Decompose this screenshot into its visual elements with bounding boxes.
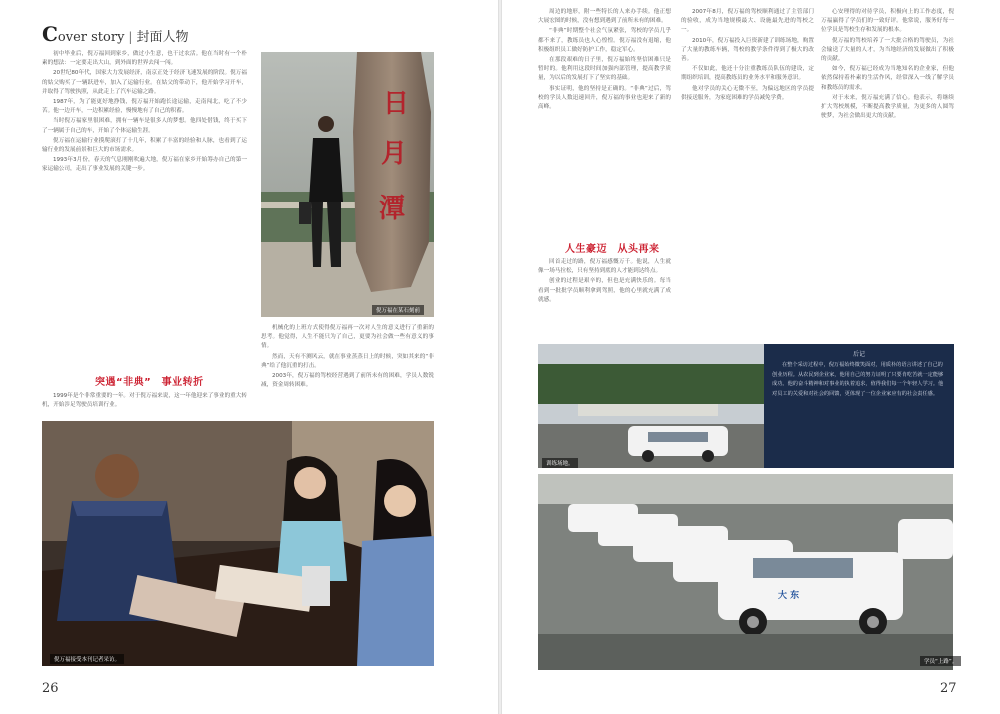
paragraph: 周边的地形，附一些特长的人来办手续。他正想大展宏图的时候，没有想到遇到了前所未有的困难。	[538, 9, 671, 25]
stone-photo-caption: 倪万福在某石刻前	[372, 305, 424, 315]
text-column-1	[42, 50, 247, 360]
paragraph: 不仅如此，他还十分注重教练员队伍的建设，定期组织培训，提高教练员的业务水平和服务意识。	[681, 66, 814, 82]
interview-photo-caption: 倪万福接受本刊记者采访。	[50, 654, 124, 664]
afterword-body: 在整个采访过程中，倪万福始终微笑面对，用质朴的语言讲述了自己的创业历程。从农民到企业家，他用自己的努力证明了只要肯吃苦就一定能够成功。他的奋斗精神和对事业的执着追求，值得我们每一个年轻人学习。他对员工的关爱和对社会的回馈，更体现了一位企业家应有的社会责任感。	[772, 362, 944, 397]
cars-photo-caption: 学员“上路”。	[920, 656, 961, 666]
text-column-5	[821, 8, 954, 336]
header-initial: C	[42, 22, 58, 46]
interview-photo	[42, 421, 434, 666]
paragraph: 他对学员的关心无微不至，为偏远地区的学员提供接送服务，为家庭困难的学员减免学费。	[681, 85, 814, 101]
paragraph: 回首走过的路，倪万福感慨万千。他说，人生就像一场马拉松，只有坚持到底的人才能到达终点。	[538, 259, 671, 275]
header-divider: |	[128, 30, 133, 44]
svg-text:大 东: 大 东	[778, 591, 800, 601]
header-section-cn: 封面人物	[136, 30, 189, 45]
page-number-left: 26	[42, 681, 59, 696]
paragraph: 如今，倪万福已经成为当地知名的企业家，但他依然保持着朴素的生活作风，经常深入一线了解学员和教练员的需求。	[821, 66, 954, 91]
page-number-right: 27	[940, 681, 957, 696]
spine	[498, 0, 502, 714]
paragraph: 1993年3月份，春天的气息刚刚吹遍大地，倪万福在家乡开始筹办自己的第一家运输公司，走出了事业发展的关键一步。	[42, 157, 247, 173]
paragraph: 20世纪80年代，国家大力发展经济，南京正处于经济飞速发展的阶段。倪万福的姑父购买了一辆跃进车，加入了运输行业。在姑父的带动下，他开始学习开车，并取得了驾驶执照，从此走上了汽车运输之路。	[42, 70, 247, 95]
paragraph: 初中毕业后，倪万福回到家乡，做过小生意，也干过农活。他在当时有一个朴素的想法：一定要走出大山，到外面的世界去闯一闯。	[42, 51, 247, 67]
svg-text:潭: 潭	[379, 194, 406, 224]
paragraph: “非典”时期整个社会气氛紧张，驾校的学员几乎都不来了，教练员也人心惶惶。倪万福没有退缩，他积极组织员工做好防护工作，稳定军心。	[538, 28, 671, 53]
paragraph: 机械化的上班方式使得倪万福再一次对人生的意义进行了重新的思考。他觉得，人生不能只为了自己，更要为社会做一些有意义的事情。	[261, 325, 434, 350]
paragraph: 事实证明，他的坚持是正确的。“非典”过后，驾校的学员人数迅速回升，倪万福的事业也迎来了新的高峰。	[538, 85, 671, 111]
text-column-1b	[42, 392, 247, 416]
paragraph: 创业的过程是艰辛的，但也是充满快乐的。每当看到一批批学员顺利拿到驾照，他的心里就充满了成就感。	[538, 278, 671, 303]
stone-photo-art	[261, 52, 434, 317]
svg-text:日: 日	[383, 89, 410, 119]
svg-text:月: 月	[381, 139, 408, 169]
paragraph: 1999年是个非常重要的一年。对于倪万福来说，这一年他迎来了事业的重大转机，开始涉足驾驶员培训行业。	[42, 393, 247, 409]
text-column-3b	[538, 258, 671, 336]
section-heading-2: 人生豪迈 从头再来	[565, 244, 660, 255]
paragraph: 然而，天有不测风云，就在事业蒸蒸日上的时候，突如其来的“非典”给了他沉重的打击。	[261, 353, 434, 369]
paragraph: 心安理得的对待学员，积极向上的工作态度，倪万福赢得了学员们的一致好评。他常说，服务好每一位学员是驾校生存和发展的根本。	[821, 9, 954, 34]
afterword-title: 后记	[852, 351, 865, 358]
field-photo-caption: 训练场地。	[542, 458, 578, 468]
text-column-2	[261, 324, 434, 416]
paragraph: 在那段艰难的日子里，倪万福始终坚信困难只是暂时的。他利用这段时间加强内部管理，提高教学质量，为以后的发展打下了坚实的基础。	[538, 57, 671, 82]
paragraph: 1987年，为了能更好地挣钱，倪万福开始跑长途运输，走南闯北，吃了不少苦。他一边开车，一边积累经验，慢慢地有了自己的积蓄。	[42, 99, 247, 115]
stone-photo	[261, 52, 434, 317]
paragraph: 2003年，倪万福的驾校经营遇到了前所未有的困难，学员人数锐减，资金周转困难。	[261, 373, 434, 389]
paragraph: 倪万福在运输行业摸爬滚打了十几年，积累了丰富的经验和人脉，也看到了运输行业的发展前景和巨大的市场需求。	[42, 137, 247, 154]
header-section-en: over story	[57, 30, 125, 45]
paragraph: 倪万福的驾校培养了一大批合格的驾驶员，为社会输送了大量的人才，为当地经济的发展做出了积极的贡献。	[821, 37, 954, 63]
paragraph: 2007年8月，倪万福的驾校顺利通过了主管部门的验收，成为当地规模最大、设施最先进的驾校之一。	[681, 9, 814, 34]
paragraph: 2010年，倪万福投入巨资新建了训练场地，购置了大量的教练车辆，驾校的教学条件得到了极大的改善。	[681, 37, 814, 63]
text-column-4	[681, 8, 814, 336]
interview-photo-art	[42, 421, 434, 666]
paragraph: 当时倪万福家里很困难，拥有一辆车是很多人的梦想。他四处借钱，终于买下了一辆属于自己的车，开始了个体运输生涯。	[42, 118, 247, 134]
section-header	[42, 22, 188, 46]
paragraph: 对于未来，倪万福充满了信心。他表示，将继续扩大驾校规模，不断提高教学质量，为更多的人圆驾驶梦，为社会做出更大的贡献。	[821, 94, 954, 120]
text-column-3	[538, 8, 671, 234]
afterword-box	[764, 344, 954, 468]
section-heading-1: 突遇“非典” 事业转折	[95, 377, 204, 388]
